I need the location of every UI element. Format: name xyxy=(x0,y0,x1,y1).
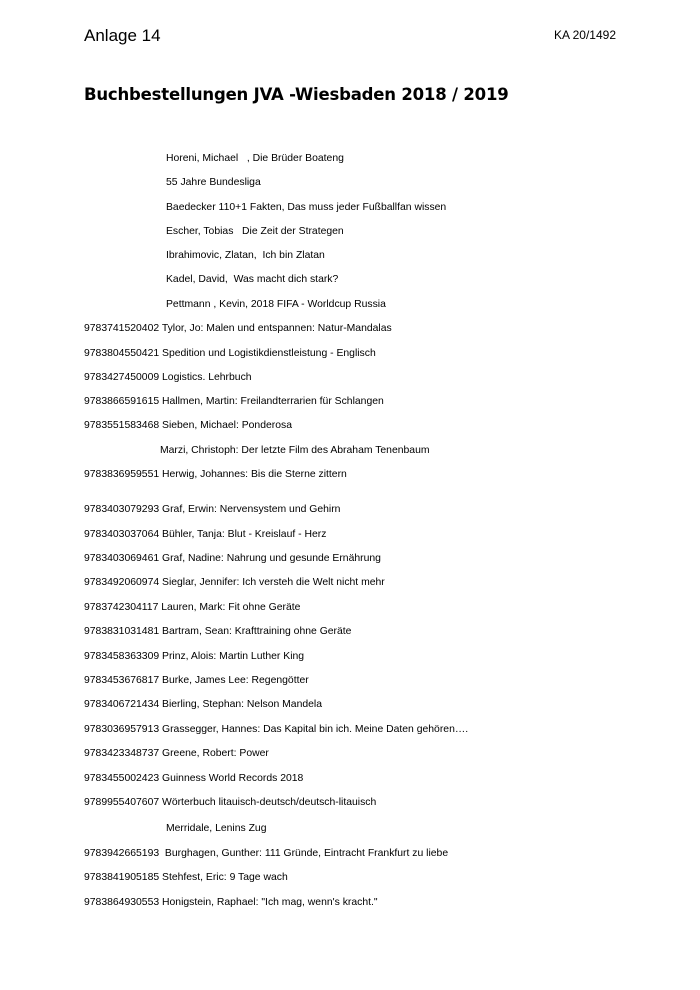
list-item xyxy=(84,871,288,885)
isbn: 9783427450009 xyxy=(84,372,160,383)
isbn: 9783036957913 xyxy=(84,724,160,735)
book-entry: Bühler, Tanja: Blut - Kreislauf - Herz xyxy=(159,529,327,540)
isbn: 9783406721434 xyxy=(84,699,160,710)
book-entry: Graf, Erwin: Nervensystem und Gehirn xyxy=(159,504,341,515)
book-entry: Prinz, Alois: Martin Luther King xyxy=(159,651,305,662)
list-item xyxy=(84,723,468,737)
book-entry: Guinness World Records 2018 xyxy=(159,773,304,784)
book-entry: Hallmen, Martin: Freilandterrarien für Schlangen xyxy=(159,396,384,407)
isbn: 9783551583468 xyxy=(84,420,160,431)
list-item xyxy=(84,347,376,361)
list-item xyxy=(84,847,448,861)
isbn: 9783403069461 xyxy=(84,553,160,564)
list-item xyxy=(84,698,322,712)
isbn: 9783831031481 xyxy=(84,626,160,637)
list-item xyxy=(84,528,326,542)
book-entry: Graf, Nadine: Nahrung und gesunde Ernährung xyxy=(159,553,381,564)
isbn: 9783458363309 xyxy=(84,651,160,662)
reference-number: KA 20/1492 xyxy=(553,28,616,42)
isbn: 9783742304117 xyxy=(84,602,159,613)
book-entry: Marzi, Christoph: Der letzte Film des Abraham Tenenbaum xyxy=(160,445,430,456)
book-entry: Honigstein, Raphael: "Ich mag, wenn's kracht." xyxy=(159,897,378,908)
list-item xyxy=(84,273,338,287)
isbn: 9789955407607 xyxy=(84,797,160,808)
book-entry: Bartram, Sean: Krafttraining ohne Geräte xyxy=(159,626,352,637)
book-entry: Tylor, Jo: Malen und entspannen: Natur-Mandalas xyxy=(159,323,392,334)
book-entry: Pettmann , Kevin, 2018 FIFA - Worldcup Russia xyxy=(166,299,386,310)
isbn: 9783423348737 xyxy=(84,748,160,759)
list-item xyxy=(84,601,300,615)
list-item xyxy=(84,503,340,517)
isbn: 9783864930553 xyxy=(84,897,160,908)
list-item xyxy=(84,419,292,433)
isbn: 9783492060974 xyxy=(84,577,160,588)
list-item xyxy=(84,552,381,566)
isbn: 9783741520402 xyxy=(84,323,160,334)
list-item xyxy=(84,674,309,688)
book-entry: Grassegger, Hannes: Das Kapital bin ich. Meine Daten gehören…. xyxy=(159,724,469,735)
isbn: 9783866591615 xyxy=(84,396,160,407)
list-item xyxy=(84,444,430,458)
list-item xyxy=(84,371,252,385)
book-entry: Kadel, David, Was macht dich stark? xyxy=(166,274,339,285)
isbn: 9783455002423 xyxy=(84,773,160,784)
list-item xyxy=(84,395,384,409)
list-item xyxy=(84,298,386,312)
isbn: 9783804550421 xyxy=(84,348,160,359)
list-item xyxy=(84,650,304,664)
list-item xyxy=(84,201,446,215)
book-entry: Bierling, Stephan: Nelson Mandela xyxy=(159,699,323,710)
list-item xyxy=(84,796,376,810)
list-item xyxy=(84,249,325,263)
list-item xyxy=(84,322,392,336)
book-entry: Baedecker 110+1 Fakten, Das muss jeder Fußballfan wissen xyxy=(166,202,447,213)
book-entry: Logistics. Lehrbuch xyxy=(159,372,252,383)
book-entry: Spedition und Logistikdienstleistung - Englisch xyxy=(159,348,376,359)
book-entry: Ibrahimovic, Zlatan, Ich bin Zlatan xyxy=(166,250,325,261)
attachment-label: Anlage 14 xyxy=(84,26,161,45)
book-entry: Greene, Robert: Power xyxy=(159,748,269,759)
list-item xyxy=(84,772,303,786)
book-entry: Burghagen, Gunther: 111 Gründe, Eintracht Frankfurt zu liebe xyxy=(159,848,449,859)
book-entry: Horeni, Michael , Die Brüder Boateng xyxy=(166,153,344,164)
book-entry: Lauren, Mark: Fit ohne Geräte xyxy=(158,602,301,613)
isbn: 9783942665193 xyxy=(84,848,160,859)
isbn: 9783836959551 xyxy=(84,469,160,480)
page-title: Buchbestellungen JVA -Wiesbaden 2018 / 2019 xyxy=(84,85,509,104)
book-entry: Burke, James Lee: Regengötter xyxy=(159,675,309,686)
book-entry: 55 Jahre Bundesliga xyxy=(166,177,261,188)
list-item xyxy=(84,225,344,239)
book-entry: Merridale, Lenins Zug xyxy=(166,823,267,834)
book-entry: Sieben, Michael: Ponderosa xyxy=(159,420,292,431)
book-entry: Stehfest, Eric: 9 Tage wach xyxy=(159,872,288,883)
book-entry: Wörterbuch litauisch-deutsch/deutsch-litauisch xyxy=(159,797,377,808)
book-entry: Herwig, Johannes: Bis die Sterne zittern xyxy=(159,469,347,480)
list-item xyxy=(84,468,347,482)
list-item xyxy=(84,576,385,590)
list-item xyxy=(84,896,378,910)
isbn: 9783403079293 xyxy=(84,504,160,515)
list-item xyxy=(84,152,344,166)
book-entry: Escher, Tobias Die Zeit der Strategen xyxy=(166,226,344,237)
list-item xyxy=(84,625,351,639)
isbn: 9783453676817 xyxy=(84,675,160,686)
list-item xyxy=(84,747,269,761)
list-item xyxy=(84,176,261,190)
book-entry: Sieglar, Jennifer: Ich versteh die Welt nicht mehr xyxy=(159,577,385,588)
isbn: 9783841905185 xyxy=(84,872,160,883)
list-item xyxy=(84,822,267,836)
isbn: 9783403037064 xyxy=(84,529,160,540)
